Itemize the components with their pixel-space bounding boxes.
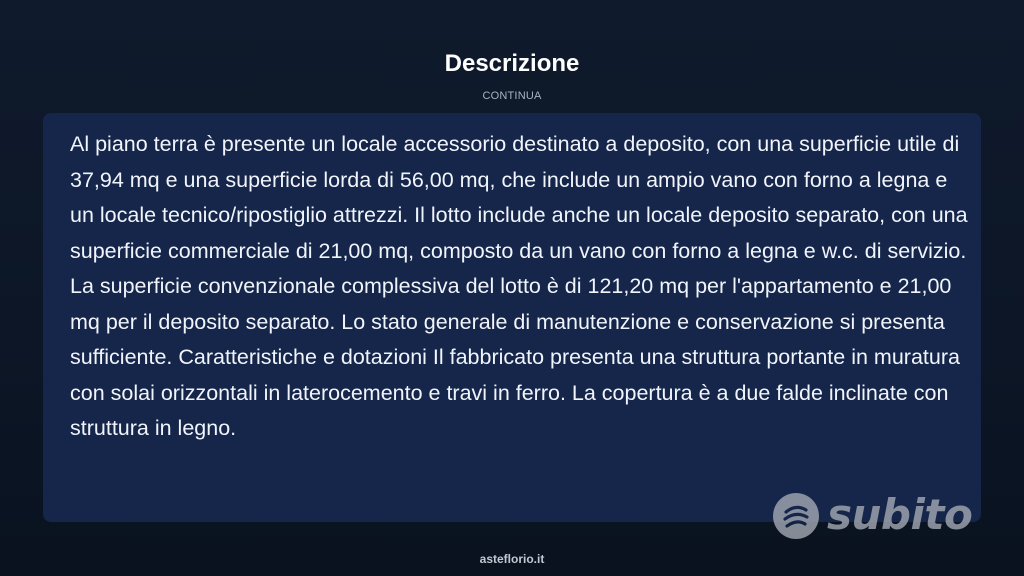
subito-logo-text: subito xyxy=(827,490,973,539)
subito-watermark xyxy=(772,491,972,543)
footer-site: asteflorio.it xyxy=(479,552,545,566)
subito-logo-icon xyxy=(772,492,820,540)
continue-label: CONTINUA xyxy=(482,90,542,102)
page-title: Descrizione xyxy=(444,50,580,77)
description-text: Al piano terra è presente un locale accessorio destinato a deposito, con una superficie utile di 37,94 mq e una superficie lorda di 56,00 mq, che include un ampio vano con forno a legna e un locale tecnico/ripostiglio attrezzi. Il lotto include anche un locale deposito separato, con una superficie commerciale di 21,00 mq, composto da un vano con forno a legna e w.c. di servizio. La superficie convenzionale complessiva del lotto è di 121,20 mq per l'appartamento e 21,00 mq per il deposito separato. Lo stato generale di manutenzione e conservazione si presenta sufficiente. Caratteristiche e dotazioni Il fabbricato presenta una struttura portante in muratura con solai orizzontali in laterocemento e travi in ferro. La copertura è a due falde inclinate con struttura in legno. xyxy=(70,132,968,440)
